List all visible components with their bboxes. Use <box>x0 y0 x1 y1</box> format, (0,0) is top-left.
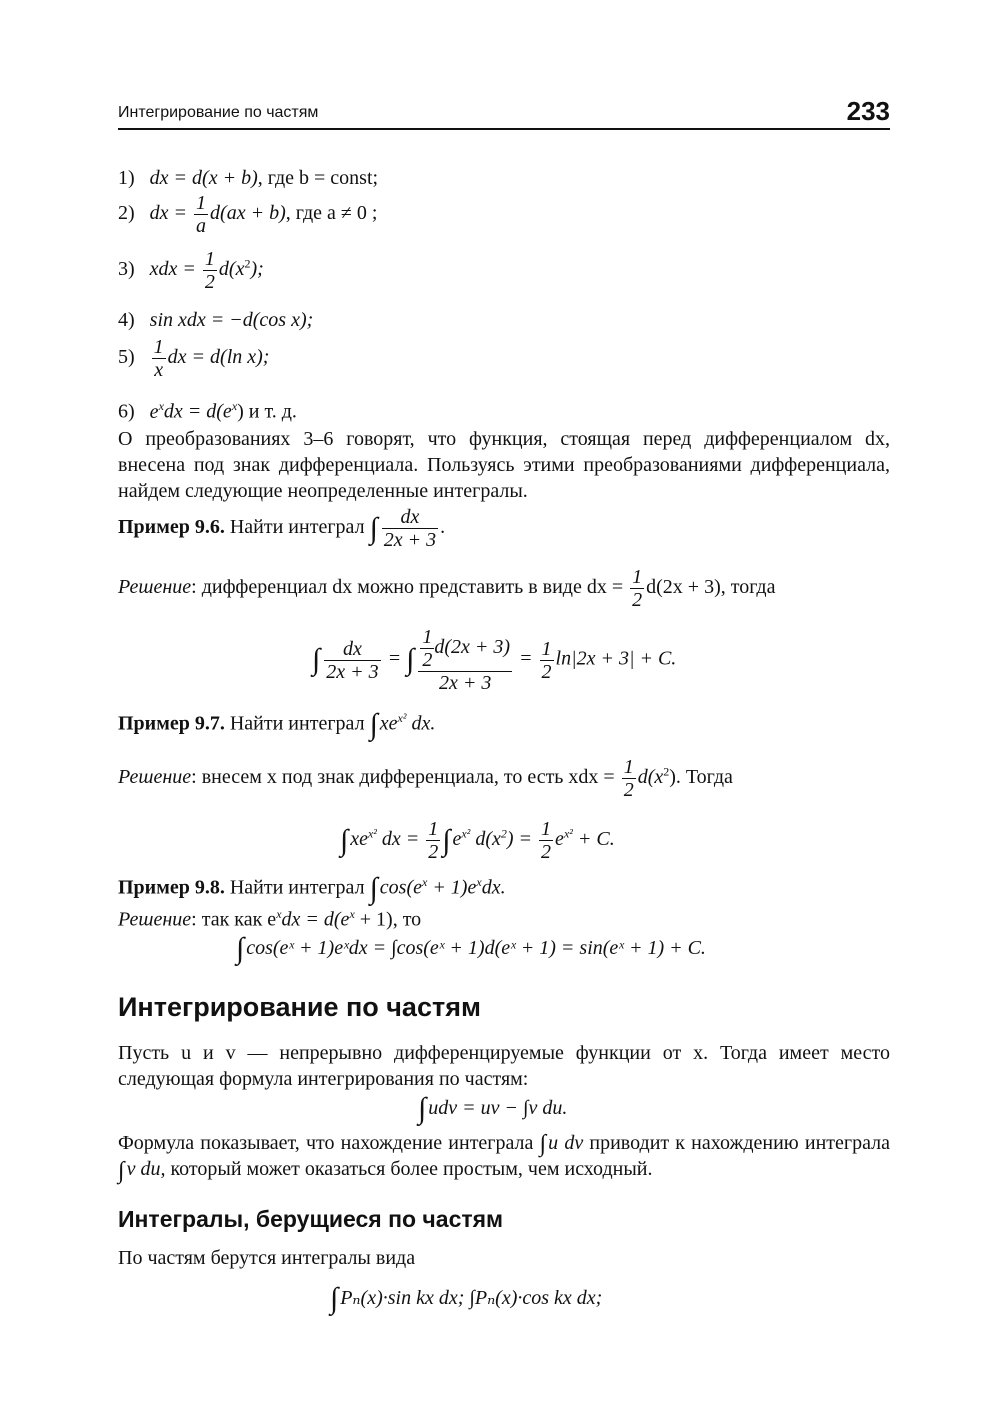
solution-9-8: Решение: так как $e^xdx = d(e^x + 1)$, то <box>118 907 422 931</box>
solution-label: Решение <box>118 766 192 789</box>
list-item-4 <box>118 308 313 332</box>
intro-paragraph: О преобразованиях 3–6 говорят, что функция, стоящая перед дифференциалом dx, внесена под знак дифференциала. Пользуясь этими преобразованиями дифференциала, найдем следующие неопределенные интегралы. <box>118 428 890 502</box>
solution-label: Решение <box>118 908 192 931</box>
solution-9-6: Решение: дифференциал dx можно представить в виде dx = $\frac{1}{2}$ d(2x + 3), тогда <box>118 566 776 611</box>
list-number: 5) <box>118 346 135 369</box>
example-9-8: Пример 9.8. Найти интеграл ∫ $\cos(e^x + 1)e^xdx$. <box>118 872 506 906</box>
fraction: $\frac{1}{2}$ <box>632 566 643 611</box>
solution-9-7: Решение: внесем x под знак дифференциала, то есть xdx = $\frac{1}{2}$ $d(x^2)$. Тогда <box>118 756 733 801</box>
fraction: $\frac{1}{a}$ <box>196 192 207 237</box>
formula-rhs: dx = d(ln x); <box>167 346 270 369</box>
fraction: $\frac{1}{2}$ <box>204 248 215 293</box>
list-item-2 <box>118 192 377 237</box>
formula-note: , где b = const; <box>257 167 379 189</box>
list-number: 6) <box>118 400 135 423</box>
parts-formula: ∫ udv = uv − ∫v du. <box>418 1092 568 1126</box>
formula-rhs: d(ax + b) <box>210 202 286 225</box>
subsection-paragraph: По частям берутся интегралы вида <box>118 1247 416 1269</box>
equation-9-8: ∫ cos(eˣ + 1)eˣdx = ∫cos(eˣ + 1)d(eˣ + 1) = sin(eˣ + 1) + C. <box>236 932 706 966</box>
example-label: Пример 9.8. <box>118 876 225 899</box>
example-label: Пример 9.7. <box>118 712 225 735</box>
fraction: $\frac{dx}{2x + 3}$ <box>383 506 437 551</box>
section-paragraph: Пусть u и v — непрерывно дифференцируемые функции от x. Тогда имеет место следующая формула интегрирования по частям: <box>118 1042 890 1090</box>
example-text: Найти интеграл <box>229 876 365 899</box>
fraction: $\frac{1}{x}$ <box>153 336 164 381</box>
subsection-title: Интегралы, берущиеся по частям <box>118 1206 504 1232</box>
formula-rhs: d(x <box>218 258 245 281</box>
example-9-7: Пример 9.7. Найти интеграл ∫ $xe^{x^2}$ dx. <box>118 708 436 742</box>
example-label: Пример 9.6. <box>118 516 225 539</box>
example-9-6: Пример 9.6. Найти интеграл ∫ $\frac{dx}{2x + 3}$ . <box>118 506 446 551</box>
integral-sign: ∫ <box>369 511 378 545</box>
example-text: Найти интеграл <box>229 516 365 539</box>
list-item-3: 3) xdx = $\frac{1}{2}$ $d(x^2)$; <box>118 248 264 293</box>
page-number: 233 <box>846 96 890 126</box>
equation-9-6: ∫ $\frac{dx}{2x + 3}$ = ∫ $\frac{1}{2}$ d(2x + 3) 2x + 3 = $\frac{1}{2}$ ln|2x + 3| + C. <box>312 626 677 694</box>
list-item-5 <box>118 336 269 381</box>
solution-text: : так как e <box>191 908 277 931</box>
solution-label: Решение <box>118 576 192 599</box>
header-title: Интегрирование по частям <box>118 104 319 121</box>
list-item-6: 6) $e^xdx = d(e^x)$ и т. д. <box>118 399 297 423</box>
list-number: 2) <box>118 202 135 225</box>
formula: sin xdx = −d(cos x); <box>149 309 314 331</box>
formula-note: , где a ≠ 0 ; <box>285 202 378 225</box>
section-title: Интегрирование по частям <box>118 992 481 1022</box>
formula: dx = d(x + b) <box>149 167 258 189</box>
equation-9-7: ∫ $xe^{x^2}$ dx = $\frac{1}{2}$ ∫ $e^{x^2}$ $d(x^2)$ = $\frac{1}{2}$ $e^{x^2} + C$. <box>340 818 615 863</box>
example-text: Найти интеграл <box>229 712 365 735</box>
section-paragraph-2: Формула показывает, что нахождение интеграла ∫ u dv приводит к нахождению интеграла ∫ v du, который может оказаться более простым, чем исходный. <box>118 1131 891 1184</box>
list-number: 4) <box>118 309 135 331</box>
formula-lhs: dx = <box>149 202 188 225</box>
list-item-1 <box>118 166 378 190</box>
list-number: 3) <box>118 258 135 281</box>
list-number: 1) <box>118 167 135 189</box>
formula-lhs: xdx = <box>149 258 196 281</box>
solution-text: : дифференциал dx можно представить в виде dx = <box>191 576 624 599</box>
final-formula: ∫ Pₙ(x)·sin kx dx; ∫Pₙ(x)·cos kx dx; <box>330 1282 603 1316</box>
running-header <box>118 96 890 130</box>
solution-text: : внесем x под знак дифференциала, то есть xdx = <box>191 766 615 789</box>
